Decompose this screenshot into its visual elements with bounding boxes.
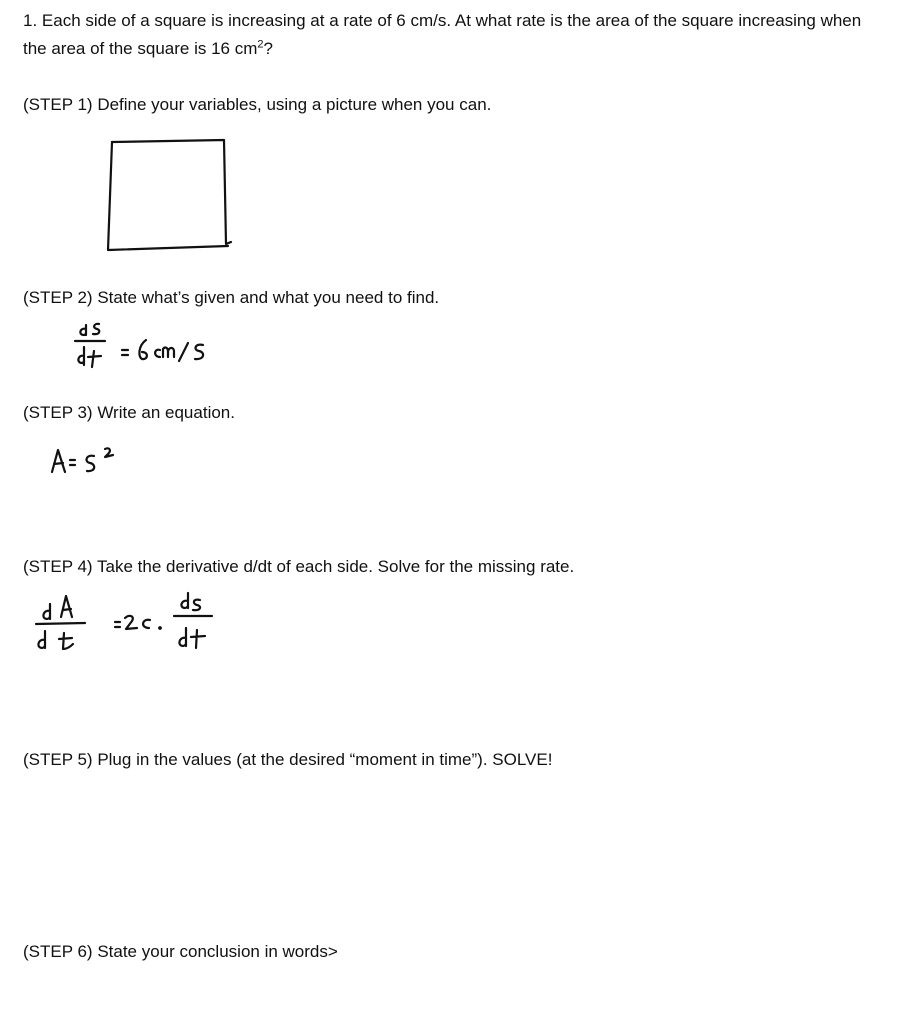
hand-drawn-square — [100, 132, 240, 257]
problem-text-end: ? — [263, 39, 273, 58]
problem-text: Each side of a square is increasing at a rate of 6 cm/s. At what rate is the area of the square increasing when the area of the square is 16 cm — [23, 11, 862, 58]
step-5-label: (STEP 5) Plug in the values (at the desired “moment in time”). SOLVE! — [23, 750, 553, 769]
step-1-label: (STEP 1) Define your variables, using a picture when you can. — [23, 95, 492, 114]
step-4-label: (STEP 4) Take the derivative d/dt of each side. Solve for the missing rate. — [23, 557, 575, 576]
problem-statement — [23, 7, 883, 63]
step-3-label: (STEP 3) Write an equation. — [23, 403, 235, 422]
problem-superscript: 2 — [257, 38, 264, 51]
handwritten-derivative — [28, 588, 218, 660]
handwritten-given-rate — [66, 315, 226, 380]
step-6-label: (STEP 6) State your conclusion in words> — [23, 942, 338, 961]
step-2-label: (STEP 2) State what’s given and what you need to find. — [23, 288, 440, 307]
handwritten-equation — [44, 440, 134, 485]
problem-number: 1. — [23, 11, 38, 30]
